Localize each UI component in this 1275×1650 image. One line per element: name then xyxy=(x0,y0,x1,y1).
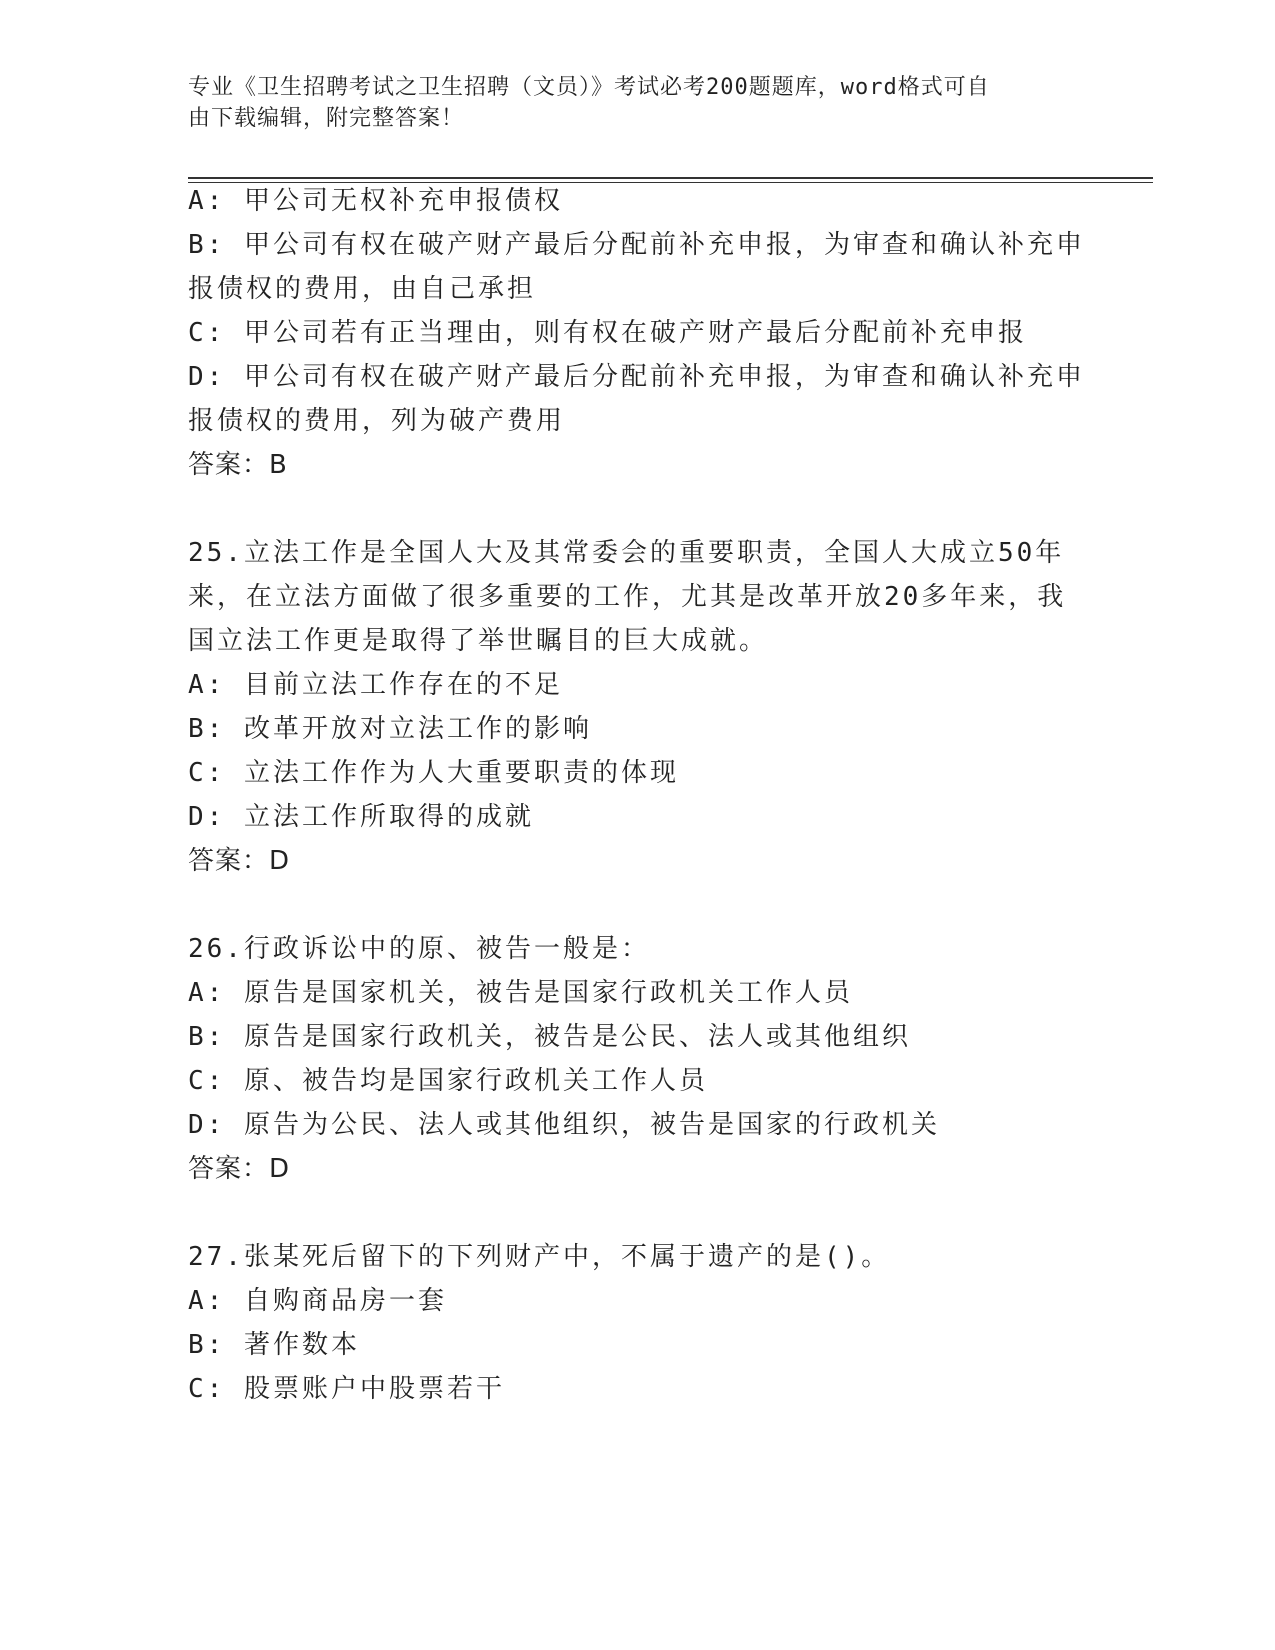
q25-option-d: D: 立法工作所取得的成就 xyxy=(188,802,534,832)
q27-stem: 27.张某死后留下的下列财产中，不属于遗产的是()。 xyxy=(188,1242,891,1272)
q25-stem-line2: 来，在立法方面做了很多重要的工作，尤其是改革开放20多年来，我 xyxy=(188,582,1067,612)
q27-option-a: A: 自购商品房一套 xyxy=(188,1286,447,1316)
q25-stem-line3: 国立法工作更是取得了举世瞩目的巨大成就。 xyxy=(188,626,769,656)
q26-option-d: D: 原告为公民、法人或其他组织，被告是国家的行政机关 xyxy=(188,1110,940,1140)
q25-option-b: B: 改革开放对立法工作的影响 xyxy=(188,714,592,744)
q26-option-a: A: 原告是国家机关，被告是国家行政机关工作人员 xyxy=(188,978,853,1008)
q24-option-d-line1: D: 甲公司有权在破产财产最后分配前补充申报，为审查和确认补充申 xyxy=(188,362,1085,392)
q25-answer: 答案：D xyxy=(188,846,291,876)
q24-answer: 答案：B xyxy=(188,450,288,480)
q25-option-c: C: 立法工作作为人大重要职责的体现 xyxy=(188,758,679,788)
q25-option-a: A: 目前立法工作存在的不足 xyxy=(188,670,563,700)
q26-answer: 答案：D xyxy=(188,1154,291,1184)
q27-option-c: C: 股票账户中股票若干 xyxy=(188,1374,505,1404)
q26-option-c: C: 原、被告均是国家行政机关工作人员 xyxy=(188,1066,708,1096)
header-line-2: 由下载编辑，附完整答案！ xyxy=(188,106,465,131)
q25-stem-line1: 25.立法工作是全国人大及其常委会的重要职责，全国人大成立50年 xyxy=(188,538,1065,568)
document-header xyxy=(188,72,1088,134)
header-line-1: 专业《卫生招聘考试之卫生招聘（文员）》考试必考200题题库，word格式可自 xyxy=(188,75,990,100)
q26-stem: 26.行政诉讼中的原、被告一般是： xyxy=(188,934,650,964)
q24-option-d-line2: 报债权的费用，列为破产费用 xyxy=(188,406,566,436)
q27-option-b: B: 著作数本 xyxy=(188,1330,360,1360)
q26-option-b: B: 原告是国家行政机关，被告是公民、法人或其他组织 xyxy=(188,1022,911,1052)
q24-option-a: A: 甲公司无权补充申报债权 xyxy=(188,186,563,216)
q24-option-b-line2: 报债权的费用，由自己承担 xyxy=(188,274,537,304)
q24-option-c: C: 甲公司若有正当理由，则有权在破产财产最后分配前补充申报 xyxy=(188,318,1027,348)
q24-option-b-line1: B: 甲公司有权在破产财产最后分配前补充申报，为审查和确认补充申 xyxy=(188,230,1085,260)
